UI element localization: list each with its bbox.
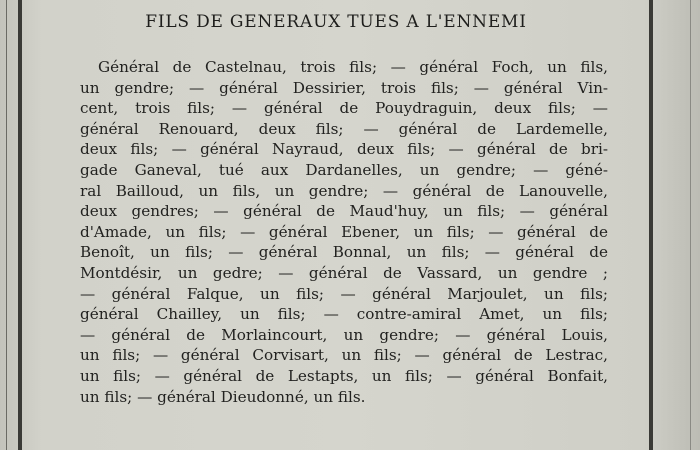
text-line: un fils; — général Dieudonné, un fils. [80,387,366,406]
section-title: FILS DE GENERAUX TUES A L'ENNEMI [145,12,527,32]
right-border-rule [649,0,653,450]
article-body [80,57,608,407]
text-line: d'Amade, un fils; — général Ebener, un fils; — général de [80,222,608,241]
text-line: — général Falque, un fils; — général Marjoulet, un fils; [80,284,608,303]
left-border-rule [18,0,22,450]
text-line: gade Ganeval, tué aux Dardanelles, un gendre; — géné- [80,160,608,179]
text-line: un fils; — général Corvisart, un fils; — général de Lestrac, [80,346,608,365]
text-line: deux gendres; — général de Maud'huy, un fils; — général [80,202,608,221]
left-outer-border [6,0,7,450]
text-line: Benoît, un fils; — général Bonnal, un fils; — général de [80,243,608,262]
text-line: Général de Castelnau, trois fils; — général Foch, un fils, [98,58,608,76]
text-line: cent, trois fils; — général de Pouydraguin, deux fils; — [80,99,608,118]
text-line: deux fils; — général Nayraud, deux fils; — général de bri- [80,140,608,159]
right-outer-border [690,0,691,450]
text-line: — général de Morlaincourt, un gendre; — général Louis, [80,325,608,344]
text-line: Montdésir, un gedre; — général de Vassard, un gendre ; [80,263,608,282]
text-line: un fils; — général de Lestapts, un fils; — général Bonfait, [80,366,608,385]
text-line: un gendre; — général Dessirier, trois fils; — général Vin- [80,78,608,97]
text-line: général Chailley, un fils; — contre-amiral Amet, un fils; [80,305,608,324]
text-line: ral Bailloud, un fils, un gendre; — général de Lanouvelle, [80,181,608,200]
text-line: général Renouard, deux fils; — général de Lardemelle, [80,119,608,138]
